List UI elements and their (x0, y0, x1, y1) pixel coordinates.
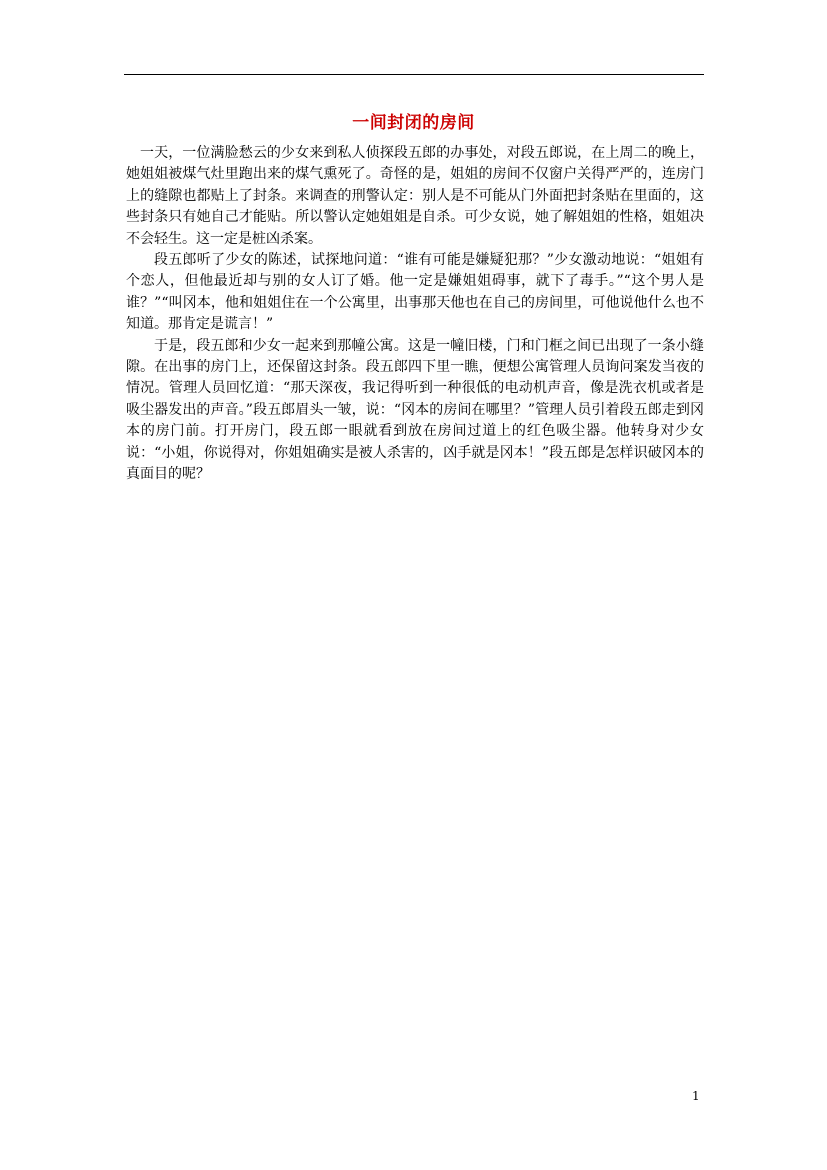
document-body (126, 143, 704, 486)
paragraph-1: 一天，一位满脸愁云的少女来到私人侦探段五郎的办事处，对段五郎说，在上周二的晚上，她姐姐被煤气灶里跑出来的煤气熏死了。奇怪的是，姐姐的房间不仅窗户关得严严的，连房门上的缝隙也都贴上了封条。来调查的刑警认定：别人是不可能从门外面把封条贴在里面的，这些封条只有她自己才能贴。所以警认定她姐姐是自杀。可少女说，她了解姐姐的性格，姐姐决不会轻生。这一定是桩凶杀案。 (126, 145, 704, 247)
paragraph-3: 于是，段五郎和少女一起来到那幢公寓。这是一幢旧楼，门和门框之间已出现了一条小缝隙。在出事的房门上，还保留这封条。段五郎四下里一瞧，便想公寓管理人员询问案发当夜的情况。管理人员回忆道：“那天深夜，我记得听到一种很低的电动机声音，像是洗衣机或者是吸尘器发出的声音。”段五郎眉头一皱，说：“冈本的房间在哪里？”管理人员引着段五郎走到冈本的房门前。打开房门，段五郎一眼就看到放在房间过道上的红色吸尘器。他转身对少女说：“小姐，你说得对，你姐姐确实是被人杀害的，凶手就是冈本！”段五郎是怎样识破冈本的真面目的呢？ (126, 337, 704, 483)
document-title: 一间封闭的房间 (352, 113, 475, 133)
page-number: 1 (692, 1089, 700, 1103)
header-rule (124, 74, 704, 75)
paragraph-2: 段五郎听了少女的陈述，试探地问道：“谁有可能是嫌疑犯那？”少女激动地说：“姐姐有个恋人，但他最近却与别的女人订了婚。他一定是嫌姐姐碍事，就下了毒手。”“这个男人是谁？”“叫冈本，他和姐姐住在一个公寓里，出事那天他也在自己的房间里，可他说他什么也不知道。那肯定是谎言！” (126, 252, 704, 333)
